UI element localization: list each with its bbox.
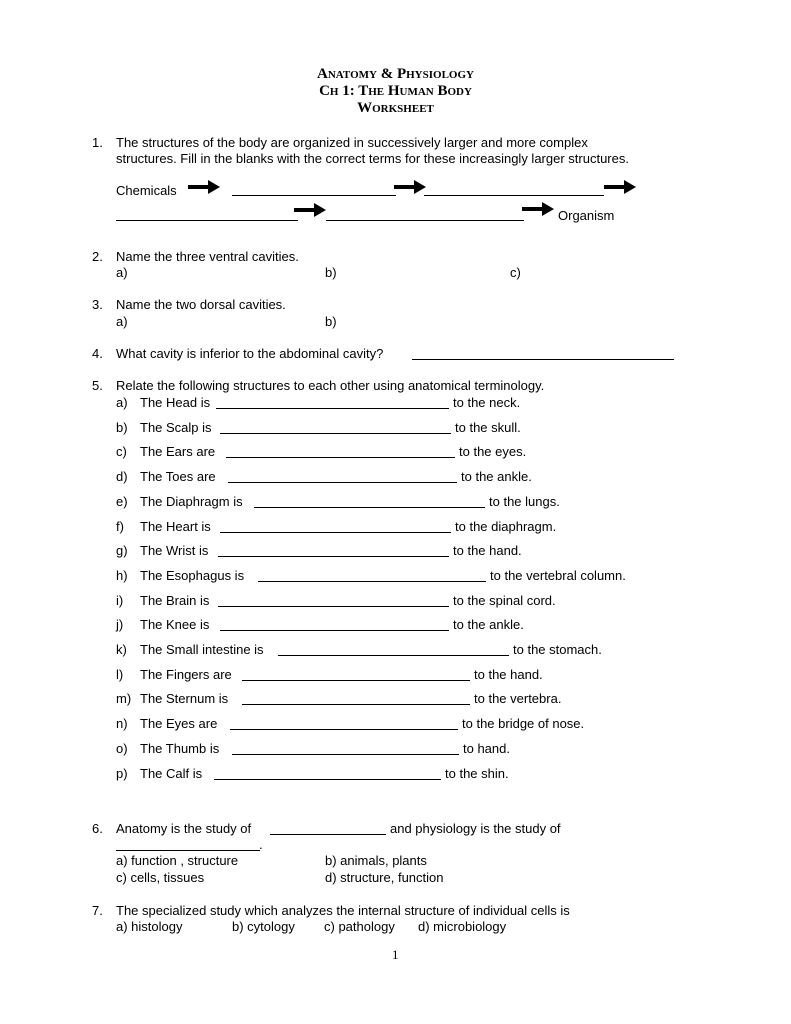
q5-item-suffix: to the stomach. (513, 642, 602, 657)
q5-item-letter: d) (116, 469, 128, 485)
q5-item-answer-blank[interactable] (220, 618, 449, 631)
q2-option-c: c) (510, 265, 521, 280)
q5-item-letter: b) (116, 419, 128, 435)
q5-item-prefix: The Knee is (140, 617, 210, 633)
page-number: 1 (392, 947, 399, 962)
q1-end-term: Organism (558, 208, 615, 223)
q5-item-letter: m) (116, 691, 132, 707)
q5-item-answer-blank[interactable] (228, 470, 457, 483)
q5-item-letter: h) (116, 567, 128, 583)
q3-option-b: b) (325, 314, 337, 329)
q1-blank-4[interactable] (326, 208, 524, 221)
q5-item-prefix: The Toes are (140, 469, 216, 485)
q6-option-a: a) function , structure (116, 853, 239, 868)
q5-item-answer-blank[interactable] (242, 692, 470, 705)
q5-item-suffix: to the spinal cord. (453, 592, 556, 608)
q5-item-prefix: The Brain is (140, 592, 210, 608)
q6-option-d: d) structure, function (325, 870, 444, 885)
q5-item-answer-blank[interactable] (214, 767, 441, 780)
q6-text-start: Anatomy is the study of (116, 821, 252, 836)
q5-item-answer-blank[interactable] (218, 544, 449, 557)
q7-text: The specialized study which analyzes the internal structure of individual cells is (116, 903, 570, 918)
q5-item-answer-blank[interactable] (220, 520, 451, 533)
q5-item-answer-blank[interactable] (216, 396, 449, 409)
q5-item-prefix: The Calf is (140, 765, 203, 781)
q5-item-letter: p) (116, 765, 128, 781)
q5-item-prefix: The Scalp is (140, 419, 212, 435)
q5-item-letter: k) (116, 642, 127, 657)
worksheet-title-line-3: Worksheet (357, 100, 434, 116)
q5-item-prefix: The Thumb is (140, 740, 220, 756)
q6-option-c: c) cells, tissues (116, 870, 205, 885)
q4-number: 4. (92, 346, 103, 361)
q1-text-line-1: The structures of the body are organized in successively larger and more complex (116, 135, 588, 150)
q1-number: 1. (92, 135, 103, 150)
q6-number: 6. (92, 821, 103, 836)
q5-item-letter: a) (116, 395, 128, 410)
q5-item-prefix: The Small intestine is (140, 642, 264, 657)
q5-item-prefix: The Sternum is (140, 691, 229, 707)
q5-item-letter: g) (116, 543, 128, 559)
q3-text: Name the two dorsal cavities. (116, 297, 286, 312)
q5-item-suffix: to the eyes. (459, 444, 527, 460)
q5-item-suffix: to the bridge of nose. (462, 716, 585, 732)
q5-item-prefix: The Esophagus is (140, 567, 245, 583)
q4-text: What cavity is inferior to the abdominal cavity? (116, 346, 384, 361)
arrow-right-icon (604, 180, 636, 194)
arrow-right-icon (522, 202, 554, 216)
q5-item-answer-blank[interactable] (278, 643, 509, 656)
q3-option-a: a) (116, 314, 128, 329)
q5-item-prefix: The Head is (140, 395, 211, 410)
arrow-right-icon (188, 180, 220, 194)
q5-item-suffix: to the vertebra. (474, 691, 562, 707)
q5-item-letter: e) (116, 493, 128, 509)
q5-item-prefix: The Wrist is (140, 543, 209, 559)
q5-item-suffix: to the ankle. (461, 469, 532, 485)
q5-item-suffix: to the shin. (445, 765, 509, 781)
q7-option-c: c) pathology (324, 919, 395, 934)
q5-item-suffix: to the vertebral column. (490, 567, 626, 583)
q5-item-suffix: to the skull. (455, 419, 521, 435)
q5-item-suffix: to the ankle. (453, 617, 524, 633)
q5-number: 5. (92, 378, 103, 393)
q5-item-answer-blank[interactable] (230, 717, 458, 730)
q6-text-middle: and physiology is the study of (390, 821, 561, 836)
q5-item-suffix: to the neck. (453, 395, 521, 410)
q5-item-letter: f) (116, 518, 124, 534)
q5-item-answer-blank[interactable] (242, 668, 470, 681)
q5-item-prefix: The Diaphragm is (140, 493, 243, 509)
q5-item-answer-blank[interactable] (226, 445, 455, 458)
q5-item-letter: l) (116, 666, 124, 682)
q5-item-answer-blank[interactable] (220, 421, 451, 434)
q5-item-answer-blank[interactable] (218, 594, 449, 607)
q7-number: 7. (92, 903, 103, 918)
q5-item-letter: n) (116, 716, 128, 732)
q2-option-b: b) (325, 265, 337, 280)
q5-item-letter: c) (116, 444, 127, 460)
q1-blank-1[interactable] (232, 183, 396, 196)
q5-item-suffix: to the lungs. (489, 493, 560, 509)
q5-item-answer-blank[interactable] (254, 495, 485, 508)
q5-item-letter: i) (116, 592, 124, 608)
q5-item-prefix: The Ears are (140, 444, 216, 460)
q5-item-letter: o) (116, 740, 128, 756)
q7-option-d: d) microbiology (418, 919, 507, 934)
q1-blank-2[interactable] (424, 183, 604, 196)
q3-number: 3. (92, 297, 103, 312)
q6-blank-anatomy[interactable] (270, 822, 386, 835)
q4-answer-blank[interactable] (412, 347, 674, 360)
q5-item-prefix: The Fingers are (140, 666, 232, 682)
q6-blank-physiology[interactable] (116, 838, 260, 851)
q5-item-suffix: to the hand. (474, 666, 543, 682)
q5-item-suffix: to the diaphragm. (455, 518, 557, 534)
q5-item-answer-blank[interactable] (258, 569, 486, 582)
q6-option-b: b) animals, plants (325, 853, 427, 868)
q5-text: Relate the following structures to each other using anatomical terminology. (116, 378, 545, 393)
q5-item-prefix: The Heart is (140, 518, 211, 534)
q5-item-letter: j) (116, 617, 124, 633)
arrow-right-icon (294, 203, 326, 217)
q1-start-term: Chemicals (116, 183, 177, 198)
q6-text-end: . (259, 837, 263, 852)
q7-option-a: a) histology (116, 919, 183, 934)
q5-item-prefix: The Eyes are (140, 716, 218, 732)
worksheet-title-line-1: Anatomy & Physiology (317, 66, 474, 82)
q2-text: Name the three ventral cavities. (116, 249, 299, 264)
q2-option-a: a) (116, 265, 128, 280)
q5-item-suffix: to the hand. (453, 543, 522, 559)
q1-blank-3[interactable] (116, 208, 298, 221)
worksheet-title-line-2: Ch 1: The Human Body (319, 83, 472, 99)
q1-text-line-2: structures. Fill in the blanks with the correct terms for these increasingly larger structures. (116, 151, 629, 166)
q7-option-b: b) cytology (232, 919, 295, 934)
arrow-right-icon (394, 180, 426, 194)
q5-item-suffix: to hand. (463, 740, 510, 756)
q2-number: 2. (92, 249, 103, 264)
q5-item-answer-blank[interactable] (232, 742, 459, 755)
